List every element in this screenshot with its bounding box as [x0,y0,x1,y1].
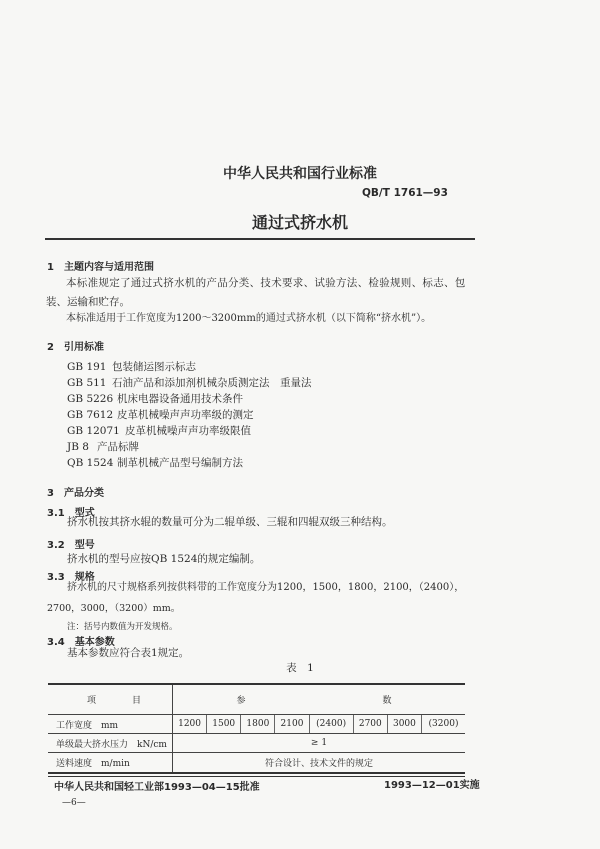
width-value: 1200 [173,715,207,734]
page-number: —6— [62,798,86,808]
section31-text: 挤水机按其挤水辊的数量可分为二辊单级、三辊和四辊双级三种结构。 [67,516,393,528]
section1-para2: 本标准适用于工作宽度为1200～3200mm的通过式挤水机（以下简称“挤水机”）。 [66,313,432,324]
reference-item [67,457,243,470]
row-label: 工作宽度 mm [48,715,173,734]
org-title: 中华人民共和国行业标准 [223,166,377,182]
table-row [48,715,465,734]
reference-code: GB 5226 [67,393,114,405]
parameter-table [48,683,465,774]
reference-item [67,361,196,374]
reference-code: GB 7612 [67,409,114,421]
section3-heading: 3 产品分类 [47,488,104,499]
pressure-value: ≥ 1 [173,734,466,753]
row-label: 单级最大挤水压力 kN/cm [48,734,173,753]
width-value: 2700 [353,715,387,734]
section2-heading: 2 引用标准 [47,342,104,353]
section34-heading: 3.4 基本参数 [47,637,115,648]
reference-code: JB 8 [67,441,89,453]
reference-code: GB 12071 [67,425,120,437]
title-rule [45,238,475,240]
doc-title: 通过式挤水机 [251,213,348,232]
section1-para1-cont: 装、运输和贮存。 [46,296,130,308]
section33-heading: 3.3 规格 [47,572,95,583]
header-param-right: 数 [309,684,465,715]
reference-code: GB 511 [67,377,107,389]
width-value: 2100 [275,715,309,734]
reference-title: 皮革机械噪声声功率级限值 [125,425,251,437]
table-row [48,753,465,773]
table-row [48,734,465,753]
section1-para1: 本标准规定了通过式挤水机的产品分类、技术要求、试验方法、检验规则、标志、包 [66,277,466,289]
section31-heading: 3.1 型式 [47,508,95,519]
header-param-left: 参 [173,684,310,715]
section34-text: 基本参数应符合表1规定。 [67,647,190,659]
reference-title: 产品标牌 [97,441,139,453]
row-label: 送料速度 m/min [48,753,173,773]
table-header-row [48,684,465,715]
section33-note: 注：括号内数值为开发规格。 [67,622,178,632]
reference-item [67,409,254,422]
width-value: (2400) [309,715,353,734]
width-value: (3200) [422,715,465,734]
section33-text: 挤水机的尺寸规格系列按供料带的工作宽度分为1200，1500，1800，2100，（2400）， [67,582,465,593]
speed-value: 符合设计、技术文件的规定 [264,758,373,769]
width-value: 1800 [241,715,275,734]
footer-rule [48,776,465,777]
reference-item [67,441,139,454]
reference-code: QB 1524 [67,457,114,469]
width-value: 1500 [207,715,241,734]
reference-title: 皮革机械噪声声功率级的测定 [117,409,254,421]
section1-heading: 1 主题内容与适用范围 [47,262,154,273]
table-caption: 表 1 [286,662,314,674]
reference-item [67,425,251,438]
section32-heading: 3.2 型号 [47,540,95,551]
reference-title: 制革机械产品型号编制方法 [117,457,243,469]
reference-title: 石油产品和添加剂机械杂质测定法 重量法 [112,377,312,389]
width-value: 3000 [387,715,421,734]
header-item: 项 目 [48,684,173,715]
reference-code: GB 191 [67,361,107,373]
standard-code: QB/T 1761—93 [362,187,448,199]
section32-text: 挤水机的型号应按QB 1524的规定编制。 [67,553,261,565]
reference-title: 包装储运图示标志 [112,361,196,373]
reference-item [67,393,243,406]
reference-title: 机床电器设备通用技术条件 [117,393,243,405]
effective-date: 1993—12—01实施 [384,780,480,791]
reference-item [67,377,312,390]
approval-text: 中华人民共和国轻工业部1993—04—15批准 [54,782,260,793]
section33-text-cont: 2700，3000，（3200）mm。 [47,603,181,614]
